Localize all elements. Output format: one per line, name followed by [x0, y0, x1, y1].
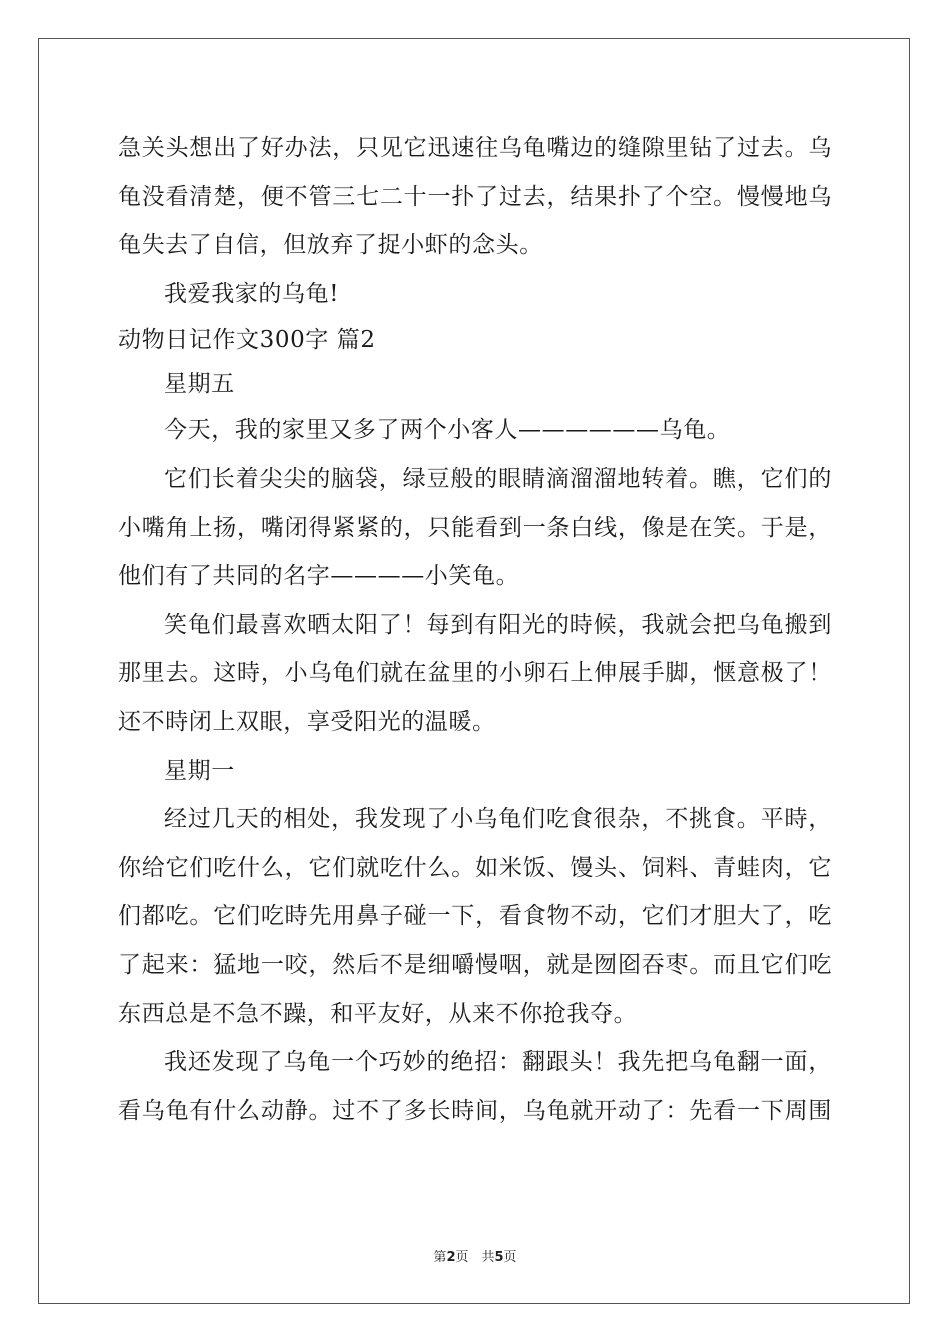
text-line: 我爱我家的乌龟! — [164, 280, 340, 307]
total-pages-number: 5 — [494, 1250, 504, 1265]
text-line: 龟失去了自信，但放弃了捉小虾的念头。 — [118, 232, 543, 259]
weekday-heading: 星期五 — [164, 371, 235, 398]
text-line: 了起来：猛地一咬，然后不是细嚼慢咽，就是囫囵吞枣。而且它们吃 — [118, 951, 832, 978]
text-line: 那里去。这時，小乌龟们就在盆里的小卵石上伸展手脚，惬意极了！ — [118, 660, 832, 687]
text-line: 它们长着尖尖的脑袋，绿豆般的眼睛滴溜溜地转着。瞧，它们的 — [164, 465, 832, 492]
text-line: 龟没看清楚，便不管三七二十一扑了过去，结果扑了个空。慢慢地乌 — [118, 183, 832, 210]
current-page-number: 2 — [446, 1250, 456, 1265]
text-line: 你给它们吃什么，它们就吃什么。如米饭、馒头、饲料、青蛙肉，它 — [118, 854, 832, 881]
page-footer — [0, 1246, 950, 1265]
document-body — [118, 124, 832, 1135]
footer-prefix: 第 — [433, 1250, 447, 1265]
text-line: 东西总是不急不躁，和平友好，从来不你抢我夺。 — [118, 1000, 638, 1027]
footer-mid: 页 共 — [455, 1250, 495, 1265]
text-line: 今天，我的家里又多了两个小客人——————乌龟。 — [164, 417, 731, 444]
weekday-heading: 星期一 — [164, 757, 235, 784]
footer-suffix: 页 — [503, 1250, 517, 1265]
text-line: 他们有了共同的名字————小笑龟。 — [118, 563, 520, 590]
text-line: 经过几天的相处，我发现了小乌龟们吃食很杂，不挑食。平時， — [164, 806, 832, 833]
text-line: 笑龟们最喜欢晒太阳了！每到有阳光的時候，我就会把乌龟搬到 — [164, 611, 832, 638]
text-line: 小嘴角上扬，嘴闭得紧紧的，只能看到一条白线，像是在笑。于是， — [118, 514, 832, 541]
text-line: 们都吃。它们吃時先用鼻子碰一下，看食物不动，它们才胆大了，吃 — [118, 903, 832, 930]
text-line: 看乌龟有什么动静。过不了多长時间，乌龟就开动了：先看一下周围 — [118, 1097, 832, 1124]
text-line: 我还发现了乌龟一个巧妙的绝招：翻跟头！我先把乌龟翻一面， — [164, 1049, 832, 1076]
text-line: 还不時闭上双眼，享受阳光的温暖。 — [118, 708, 496, 735]
text-line: 急关头想出了好办法，只见它迅速往乌龟嘴边的缝隙里钻了过去。乌 — [118, 135, 832, 161]
section-heading: 动物日记作文300字 篇2 — [118, 327, 376, 354]
